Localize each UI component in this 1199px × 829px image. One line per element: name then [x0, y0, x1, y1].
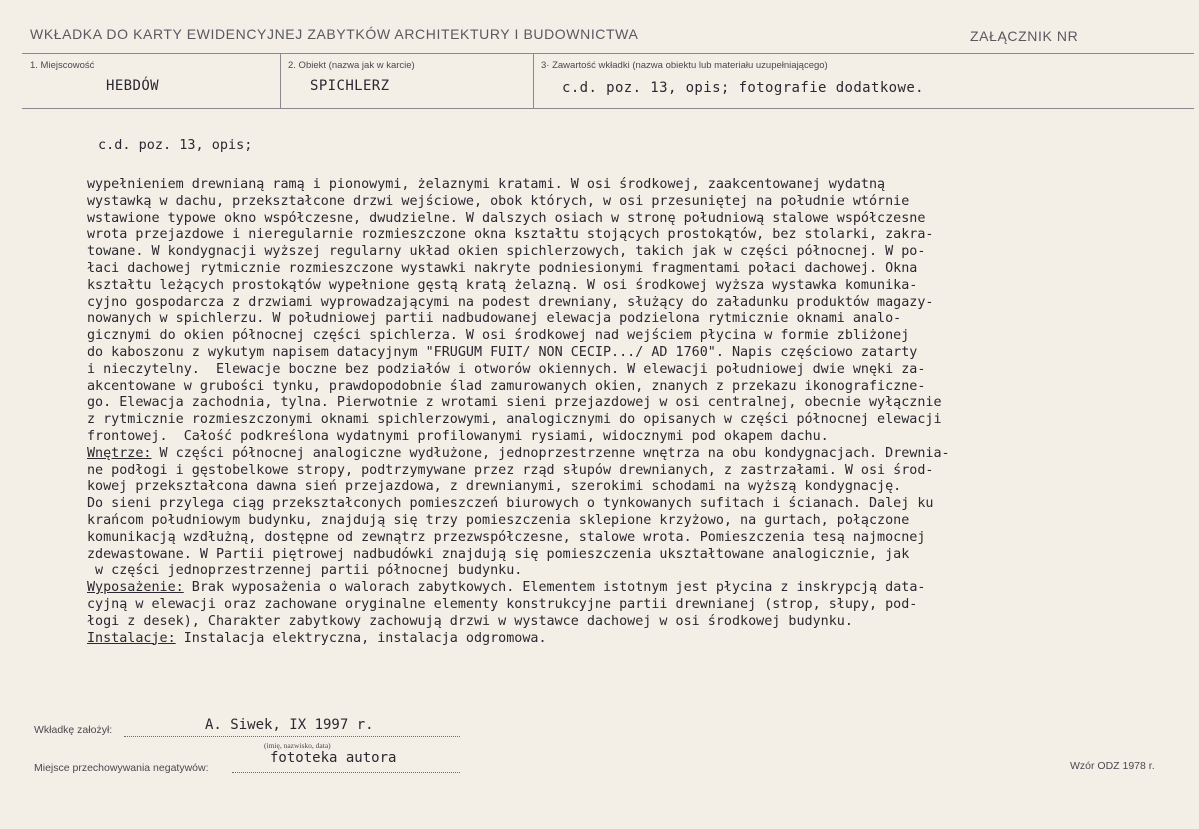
text-line: [87, 395, 1162, 412]
form-title: WKŁADKA DO KARTY EWIDENCYJNEJ ZABYTKÓW ARCHITEKTURY I BUDOWNICTWA: [30, 26, 639, 42]
text-segment: go. Elewacja zachodnia, tylna. Pierwotnie z wrotami sieni przejazdowej w osi centralnej, obecnie wyłącznie: [87, 395, 942, 411]
header-divider-2: [533, 53, 534, 109]
annex-label: ZAŁĄCZNIK NR: [970, 28, 1079, 44]
text-segment: towane. W kondygnacji wyższej regularny układ okien spichlerzowych, takich jak w części północnej. W po-: [87, 244, 926, 260]
text-line: [87, 463, 1162, 480]
author-label: Wkładkę założył:: [34, 724, 113, 736]
text-line: [87, 446, 1162, 463]
text-line: [87, 244, 1162, 261]
text-segment: Instalacja elektryczna, instalacja odgromowa.: [175, 630, 547, 646]
text-segment: wystawką w dachu, przekształcone drzwi wejściowe, obok których, w osi przesuniętej na południe wtórnie: [87, 193, 910, 209]
text-line: [87, 513, 1162, 530]
text-segment: gicznymi do okien północnej części spichlerza. W osi środkowej nad wejściem płycina w formie zbliżonej: [87, 328, 910, 344]
place-value: HEBDÓW: [106, 78, 159, 94]
text-line: [87, 345, 1162, 362]
section-heading: Wnętrze:: [87, 445, 152, 461]
text-segment: frontowej. Całość podkreślona wydatnymi profilowanymi rysiami, widocznymi pod okapem dachu.: [87, 428, 829, 444]
text-segment: krańcom południowym budynku, znajdują się trzy pomieszczenia sklepione krzyżowo, na gurtach, połączone: [87, 512, 910, 528]
text-segment: i nieczytelny. Elewacje boczne bez podziałów i otworów okiennych. W elewacji południowej dwie wnęki za-: [87, 361, 926, 377]
text-segment: akcentowane w grubości tynku, prawdopodobnie ślad zamurowanych okien, znanych z przekazu ikonograficzne-: [87, 378, 926, 394]
text-segment: łogi z desek), Charakter zabytkowy zachowują drzwi w wystawce dachowej w osi środkowej budynku.: [87, 613, 853, 629]
negatives-value: fototeka autora: [270, 750, 397, 766]
text-line: [87, 227, 1162, 244]
description-text: [87, 177, 1162, 647]
text-segment: wrota przejazdowe i nieregularnie rozmieszczone okna kształtu stojących prostokątów, bez stolarki, zakra-: [87, 227, 934, 243]
text-segment: w części jednoprzestrzennej partii północnej budynku.: [87, 563, 523, 579]
text-line: [87, 211, 1162, 228]
text-line: [87, 412, 1162, 429]
author-value: A. Siwek, IX 1997 r.: [205, 717, 374, 733]
text-line: [87, 631, 1162, 648]
text-line: [87, 563, 1162, 580]
text-line: [87, 278, 1162, 295]
text-line: [87, 194, 1162, 211]
text-segment: ne podłogi i gęstobelkowe stropy, podtrzymywane przez rząd słupów drewnianych, z zastrzałami. W osi środ-: [87, 462, 934, 478]
text-segment: cyjną w elewacji oraz zachowane oryginalne elementy konstrukcyjne partii drewnianej (strop, słupy, pod-: [87, 596, 918, 612]
text-segment: kowej przekształcona dawna sień przejazdowa, z drewnianymi, szerokimi schodami na wyższą kondygnację.: [87, 479, 902, 495]
content-label: 3· Zawartość wkładki (nazwa obiektu lub materiału uzupełniającego): [541, 60, 828, 71]
text-line: [87, 362, 1162, 379]
text-line: [87, 479, 1162, 496]
text-line: [87, 328, 1162, 345]
header-rule-top: [22, 53, 1194, 54]
text-line: [87, 311, 1162, 328]
author-dotted-line: [124, 736, 460, 737]
text-line: [87, 597, 1162, 614]
intro-line: c.d. poz. 13, opis;: [98, 137, 253, 153]
section-heading: Instalacje:: [87, 630, 176, 646]
object-value: SPICHLERZ: [310, 78, 390, 94]
text-line: [87, 261, 1162, 278]
text-segment: cyjno gospodarcza z drzwiami wyprowadzającymi na podest drewniany, służący do załadunku produktów magazy-: [87, 294, 934, 310]
text-line: [87, 379, 1162, 396]
text-segment: komunikacją wzdłużną, dostępne od zewnątrz przezwspółczesne, stalowe wrota. Pomieszczenia tesą najmocnej: [87, 529, 926, 545]
text-segment: zdewastowane. W Partii piętrowej nadbudówki znajdują się pomieszczenia ukształtowane analogicznie, jak: [87, 546, 910, 562]
author-caption: (imię, nazwisko, data): [264, 741, 331, 750]
text-line: [87, 580, 1162, 597]
text-segment: nowanych w spichlerzu. W południowej partii nadbudowanej elewacja podzielona rytmicznie oknami analo-: [87, 311, 902, 327]
text-segment: W części północnej analogiczne wydłużone, jednoprzestrzenne wnętrza na obu kondygnacjach. Drewnia-: [151, 445, 950, 461]
header-divider-1: [280, 53, 281, 109]
negatives-dotted-line: [232, 772, 460, 773]
form-model: Wzór ODZ 1978 r.: [1070, 760, 1155, 772]
text-segment: kształtu leżących prostokątów wypełnione gęstą kratą żelazną. W osi środkowej wyższa wystawka komunika-: [87, 277, 918, 293]
negatives-label: Miejsce przechowywania negatywów:: [34, 762, 209, 774]
text-segment: z rytmicznie rozmieszczonymi oknami spichlerzowymi, analogicznymi do opisanych w części północnej elewacji: [87, 412, 942, 428]
text-line: [87, 530, 1162, 547]
text-segment: wstawione typowe okno współczesne, dwudzielne. W dalszych osiach w stronę południową stalowe współczesne: [87, 210, 926, 226]
object-label: 2. Obiekt (nazwa jak w karcie): [288, 60, 415, 71]
header-rule-bottom: [22, 108, 1194, 109]
text-segment: do kaboszonu z wykutym napisem datacyjnym "FRUGUM FUIT/ NON CECIP.../ AD 1760". Napis częściowo zatarty: [87, 344, 918, 360]
place-label: 1. Miejscowość: [30, 60, 95, 71]
text-segment: Do sieni przylega ciąg przekształconych pomieszczeń biurowych o tynkowanych sufitach i ścianach. Dalej ku: [87, 496, 934, 512]
content-value: c.d. poz. 13, opis; fotografie dodatkowe.: [562, 80, 924, 96]
text-segment: wypełnieniem drewnianą ramą i pionowymi, żelaznymi kratami. W osi środkowej, zaakcentowanej wydatną: [87, 177, 886, 192]
text-line: [87, 496, 1162, 513]
text-line: [87, 614, 1162, 631]
text-line: [87, 177, 1162, 194]
text-line: [87, 295, 1162, 312]
text-line: [87, 547, 1162, 564]
section-heading: Wyposażenie:: [87, 580, 184, 596]
text-segment: łaci dachowej rytmicznie rozmieszczone wystawki nakryte podniesionymi fragmentami połaci dachowej. Okna: [87, 260, 918, 276]
text-line: [87, 429, 1162, 446]
text-segment: Brak wyposażenia o walorach zabytkowych. Elementem istotnym jest płycina z inskrypcją data-: [183, 580, 926, 596]
